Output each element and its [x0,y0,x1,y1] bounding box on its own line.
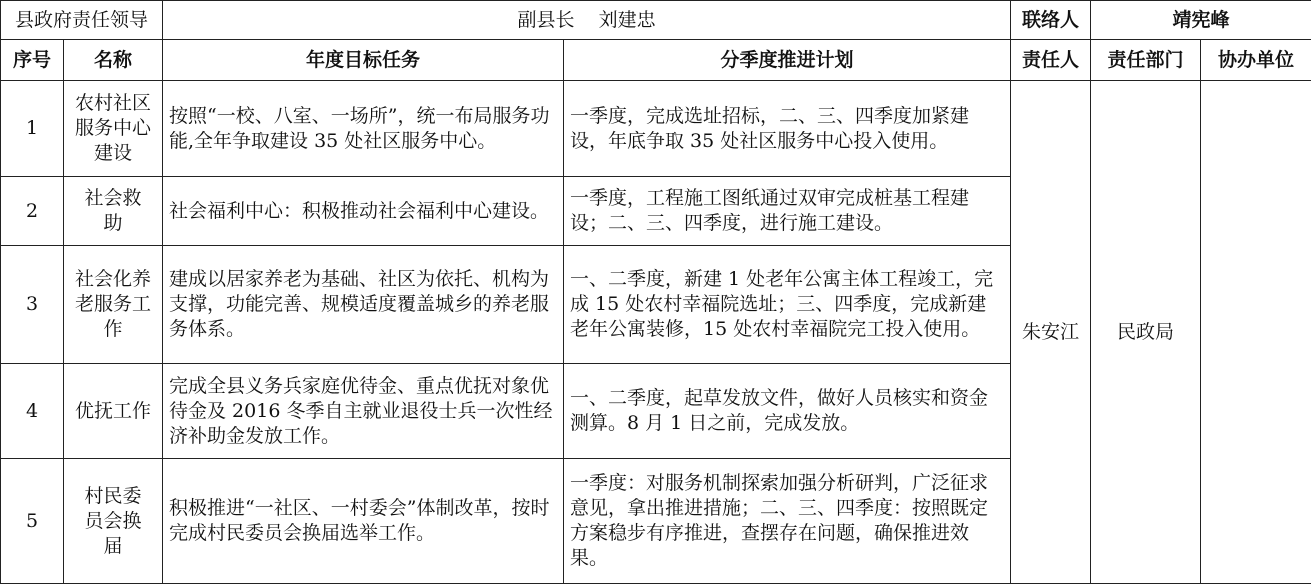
row-task: 按照“一校、八室、一场所”，统一布局服务功能,全年争取建设 35 处社区服务中心。 [163,81,564,177]
leader-value: 副县长 刘建忠 [163,1,1011,40]
row-task: 建成以居家养老为基础、社区为依托、机构为支撑，功能完善、规模适度覆盖城乡的养老服务体系。 [163,246,564,364]
header-row [1,40,1311,81]
header-annual-task: 年度目标任务 [163,40,564,81]
top-info-row [1,1,1311,40]
responsible-person-cell: 朱安江 [1011,81,1091,584]
table-row [1,81,1311,177]
row-seq: 5 [1,459,64,584]
header-name: 名称 [64,40,163,81]
header-responsible-dept: 责任部门 [1091,40,1201,81]
row-name: 优抚工作 [64,364,163,459]
row-name: 村民委员会换届 [64,459,163,584]
assist-unit-cell [1201,81,1311,584]
row-name: 农村社区服务中心建设 [64,81,163,177]
row-name: 社会化养老服务工作 [64,246,163,364]
row-task: 积极推进“一社区、一村委会”体制改革，按时完成村民委员会换届选举工作。 [163,459,564,584]
row-task: 社会福利中心：积极推动社会福利中心建设。 [163,177,564,246]
liaison-value: 靖宪峰 [1091,1,1311,40]
leader-label: 县政府责任领导 [1,1,163,40]
row-plan: 一季度，完成选址招标，二、三、四季度加紧建设，年底争取 35 处社区服务中心投入使用。 [564,81,1011,177]
row-plan: 一、二季度，新建 1 处老年公寓主体工程竣工，完成 15 处农村幸福院选址；三、四季度，完成新建老年公寓装修，15 处农村幸福院完工投入使用。 [564,246,1011,364]
header-assist-unit: 协办单位 [1201,40,1311,81]
row-task: 完成全县义务兵家庭优待金、重点优抚对象优待金及 2016 冬季自主就业退役士兵一次性经济补助金发放工作。 [163,364,564,459]
header-seq: 序号 [1,40,64,81]
row-plan: 一季度：对服务机制探索加强分析研判，广泛征求意见，拿出推进措施；二、三、四季度：按照既定方案稳步有序推进，查摆存在问题，确保推进效果。 [564,459,1011,584]
row-seq: 2 [1,177,64,246]
row-plan: 一、二季度，起草发放文件，做好人员核实和资金测算。8 月 1 日之前，完成发放。 [564,364,1011,459]
row-seq: 1 [1,81,64,177]
responsible-dept-cell: 民政局 [1091,81,1201,584]
row-seq: 4 [1,364,64,459]
row-name: 社会救助 [64,177,163,246]
liaison-label: 联络人 [1011,1,1091,40]
header-responsible-person: 责任人 [1011,40,1091,81]
row-seq: 3 [1,246,64,364]
row-plan: 一季度，工程施工图纸通过双审完成桩基工程建设；二、三、四季度，进行施工建设。 [564,177,1011,246]
header-quarterly-plan: 分季度推进计划 [564,40,1011,81]
